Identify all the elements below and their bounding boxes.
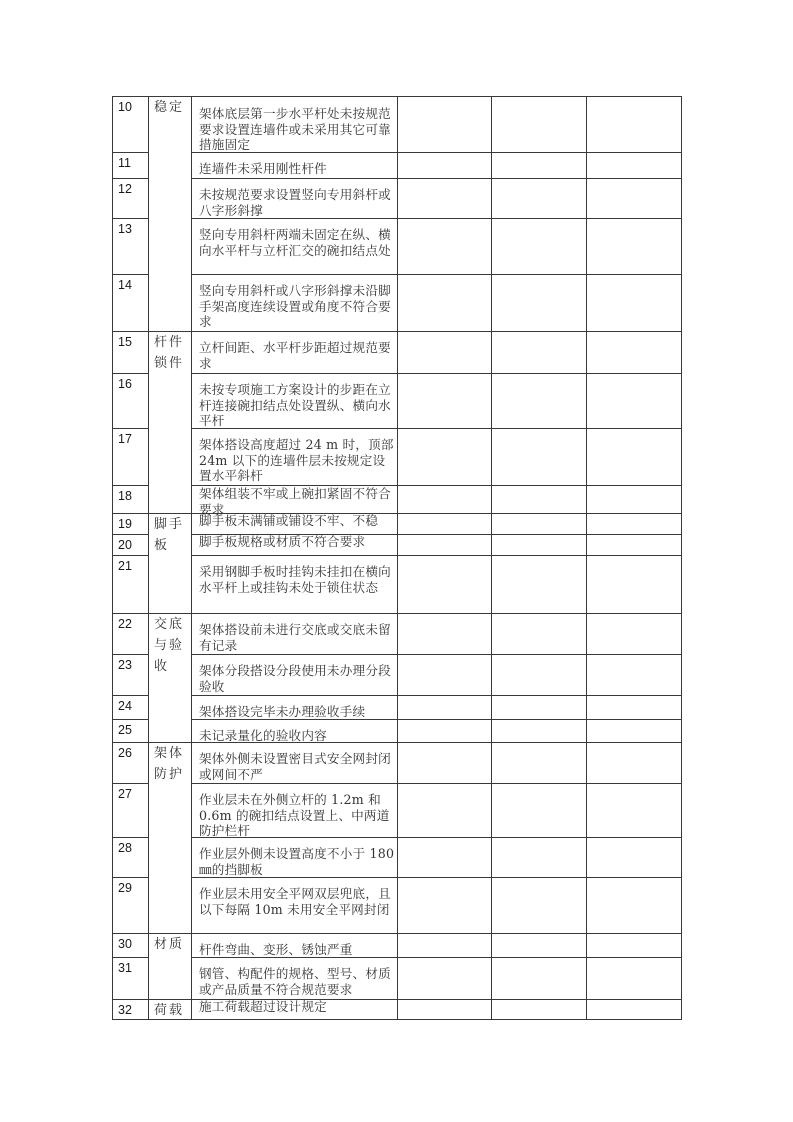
row-border bbox=[112, 513, 682, 514]
score-cell[interactable] bbox=[399, 744, 490, 782]
score-cell[interactable] bbox=[399, 375, 490, 427]
score-cell[interactable] bbox=[588, 839, 680, 876]
row-border-no bbox=[112, 877, 149, 878]
score-cell[interactable] bbox=[399, 154, 490, 177]
row-border-item bbox=[191, 274, 682, 275]
score-cell[interactable] bbox=[493, 697, 585, 718]
category-label bbox=[154, 743, 188, 785]
score-cell[interactable] bbox=[588, 615, 680, 653]
score-cell[interactable] bbox=[399, 959, 490, 998]
check-item-text: 未记录量化的验收内容 bbox=[199, 728, 327, 743]
column-border-4 bbox=[491, 96, 492, 1020]
row-border bbox=[112, 742, 682, 743]
category-label bbox=[154, 934, 188, 955]
row-border-no bbox=[112, 783, 149, 784]
check-item-text: 架体分段搭设分段使用未办理分段验收 bbox=[199, 663, 391, 694]
score-cell[interactable] bbox=[399, 220, 490, 273]
row-border-item bbox=[191, 783, 682, 784]
row-number: 16 bbox=[118, 377, 132, 391]
score-cell[interactable] bbox=[588, 935, 680, 956]
score-cell[interactable] bbox=[399, 879, 490, 932]
score-cell[interactable] bbox=[493, 430, 585, 484]
row-border-item bbox=[191, 178, 682, 179]
score-cell[interactable] bbox=[588, 721, 680, 741]
score-cell[interactable] bbox=[588, 879, 680, 932]
table-top-border bbox=[112, 96, 682, 97]
check-item-text: 架体搭设完毕未办理验收手续 bbox=[199, 704, 366, 719]
row-number: 11 bbox=[118, 156, 131, 170]
category-label bbox=[154, 614, 188, 677]
score-cell[interactable] bbox=[493, 536, 585, 554]
score-cell[interactable] bbox=[399, 536, 490, 554]
score-cell[interactable] bbox=[588, 333, 680, 372]
category-label-line: 与验 bbox=[154, 638, 185, 653]
row-border-no bbox=[112, 218, 149, 219]
row-number: 26 bbox=[118, 746, 132, 760]
row-border-no bbox=[112, 695, 149, 696]
row-number: 32 bbox=[118, 1003, 132, 1017]
row-border-no bbox=[112, 837, 149, 838]
score-cell[interactable] bbox=[493, 487, 585, 512]
score-cell[interactable] bbox=[493, 1001, 585, 1018]
column-border-2 bbox=[191, 96, 192, 1020]
row-number: 28 bbox=[118, 841, 132, 855]
row-border bbox=[112, 331, 682, 332]
score-cell[interactable] bbox=[399, 1001, 490, 1018]
category-label-line: 荷载 bbox=[154, 1003, 185, 1018]
check-item-text: 连墙件未采用刚性杆件 bbox=[199, 161, 327, 176]
score-cell[interactable] bbox=[493, 879, 585, 932]
score-cell[interactable] bbox=[588, 785, 680, 836]
row-border-item bbox=[191, 555, 682, 556]
score-cell[interactable] bbox=[493, 656, 585, 694]
check-item-text: 施工荷载超过设计规定 bbox=[199, 999, 327, 1014]
score-cell[interactable] bbox=[493, 785, 585, 836]
score-cell[interactable] bbox=[493, 333, 585, 372]
score-cell[interactable] bbox=[399, 557, 490, 612]
row-number: 13 bbox=[118, 222, 132, 236]
check-item-text: 架体搭设高度超过 24 m 时，顶部 24m 以下的连墙件层未按规定设置水平斜杆 bbox=[199, 437, 394, 484]
category-label-line: 板 bbox=[154, 538, 170, 553]
score-cell[interactable] bbox=[493, 557, 585, 612]
score-cell[interactable] bbox=[588, 1001, 680, 1018]
score-cell[interactable] bbox=[493, 98, 585, 151]
score-cell[interactable] bbox=[399, 333, 490, 372]
check-item-text: 竖向专用斜杆或八字形斜撑未沿脚手架高度连续设置或角度不符合要求 bbox=[199, 283, 391, 330]
row-border-no bbox=[112, 274, 149, 275]
category-label-line: 杆件 bbox=[154, 335, 185, 350]
category-label-line: 架体 bbox=[154, 746, 185, 761]
column-border-3 bbox=[397, 96, 398, 1020]
row-number: 12 bbox=[118, 182, 132, 196]
score-cell[interactable] bbox=[399, 656, 490, 694]
row-number: 31 bbox=[118, 961, 132, 975]
category-label-line: 防护 bbox=[154, 767, 185, 782]
check-item-text: 未按规范要求设置竖向专用斜杆或八字形斜撑 bbox=[199, 187, 391, 218]
score-cell[interactable] bbox=[493, 615, 585, 653]
score-cell[interactable] bbox=[493, 959, 585, 998]
row-number: 23 bbox=[118, 658, 132, 672]
category-label bbox=[154, 97, 188, 118]
score-cell[interactable] bbox=[588, 656, 680, 694]
check-item-text: 架体搭设前未进行交底或交底未留有记录 bbox=[199, 622, 391, 653]
column-border-1 bbox=[148, 96, 149, 1020]
row-number: 10 bbox=[118, 100, 132, 114]
score-cell[interactable] bbox=[588, 220, 680, 273]
check-item-text: 作业层未在外侧立杆的 1.2m 和 0.6m 的碗扣结点设置上、中两道防护栏杆 bbox=[199, 792, 390, 839]
check-item-text: 脚手板规格或材质不符合要求 bbox=[199, 534, 366, 549]
score-cell[interactable] bbox=[399, 430, 490, 484]
row-border-no bbox=[112, 178, 149, 179]
row-border-no bbox=[112, 719, 149, 720]
score-cell[interactable] bbox=[493, 935, 585, 956]
score-cell[interactable] bbox=[493, 220, 585, 273]
check-item-text: 架体组装不牢或上碗扣紧固不符合要求 bbox=[199, 486, 391, 517]
score-cell[interactable] bbox=[588, 430, 680, 484]
check-item-text: 作业层未用安全平网双层兜底，且以下每隔 10m 未用安全平网封闭 bbox=[199, 886, 391, 917]
score-cell[interactable] bbox=[493, 154, 585, 177]
row-number: 17 bbox=[118, 432, 132, 446]
score-cell[interactable] bbox=[493, 276, 585, 330]
row-number: 27 bbox=[118, 787, 132, 801]
score-cell[interactable] bbox=[399, 515, 490, 533]
score-cell[interactable] bbox=[588, 98, 680, 151]
score-cell[interactable] bbox=[399, 839, 490, 876]
row-border-item bbox=[191, 695, 682, 696]
row-border-no bbox=[112, 485, 149, 486]
check-item-text: 架体底层第一步水平杆处未按规范要求设置连墙件或未采用其它可靠措施固定 bbox=[199, 106, 391, 153]
category-label bbox=[154, 514, 188, 556]
column-border-5 bbox=[586, 96, 587, 1020]
score-cell[interactable] bbox=[493, 721, 585, 741]
score-cell[interactable] bbox=[493, 744, 585, 782]
category-label-line: 锁件 bbox=[154, 356, 185, 371]
row-border-no bbox=[112, 428, 149, 429]
row-border-no bbox=[112, 555, 149, 556]
row-number: 29 bbox=[118, 881, 132, 895]
category-label-line: 脚手 bbox=[154, 517, 185, 532]
row-border-no bbox=[112, 654, 149, 655]
check-item-text: 采用钢脚手板时挂钩未挂扣在横向水平杆上或挂钩未处于锁住状态 bbox=[199, 564, 391, 595]
row-number: 25 bbox=[118, 723, 132, 737]
score-cell[interactable] bbox=[493, 180, 585, 217]
score-cell[interactable] bbox=[399, 721, 490, 741]
score-cell[interactable] bbox=[588, 515, 680, 533]
column-border-0 bbox=[112, 96, 113, 1020]
check-item-text: 杆件弯曲、变形、锈蚀严重 bbox=[199, 942, 353, 957]
score-cell[interactable] bbox=[493, 839, 585, 876]
category-label bbox=[154, 1000, 188, 1021]
score-cell[interactable] bbox=[493, 515, 585, 533]
score-cell[interactable] bbox=[399, 180, 490, 217]
row-border-no bbox=[112, 957, 149, 958]
category-label-line: 交底 bbox=[154, 617, 185, 632]
row-border-item bbox=[191, 373, 682, 374]
row-border-item bbox=[191, 654, 682, 655]
score-cell[interactable] bbox=[588, 154, 680, 177]
row-number: 18 bbox=[118, 489, 132, 503]
row-number: 21 bbox=[118, 559, 132, 573]
check-item-text: 立杆间距、水平杆步距超过规范要求 bbox=[199, 340, 391, 371]
row-number: 19 bbox=[118, 517, 132, 531]
score-cell[interactable] bbox=[399, 785, 490, 836]
check-item-text: 竖向专用斜杆两端未固定在纵、横向水平杆与立杆汇交的碗扣结点处 bbox=[199, 227, 391, 258]
row-border bbox=[112, 933, 682, 934]
row-number: 24 bbox=[118, 699, 132, 713]
score-cell[interactable] bbox=[399, 935, 490, 956]
table-bottom-border bbox=[112, 1019, 682, 1020]
score-cell[interactable] bbox=[588, 557, 680, 612]
score-cell[interactable] bbox=[588, 959, 680, 998]
score-cell[interactable] bbox=[588, 744, 680, 782]
column-border-6 bbox=[681, 96, 682, 1020]
category-label bbox=[154, 332, 188, 374]
check-item-text: 未按专项施工方案设计的步距在立杆连接碗扣结点处设置纵、横向水平杆 bbox=[199, 382, 391, 429]
row-border bbox=[112, 613, 682, 614]
score-cell[interactable] bbox=[399, 98, 490, 151]
row-number: 14 bbox=[118, 278, 132, 292]
score-cell[interactable] bbox=[588, 697, 680, 718]
score-cell[interactable] bbox=[588, 180, 680, 217]
row-number: 15 bbox=[118, 335, 132, 349]
check-item-text: 架体外侧未设置密目式安全网封闭或网间不严 bbox=[199, 751, 391, 782]
row-border bbox=[112, 999, 682, 1000]
score-cell[interactable] bbox=[493, 375, 585, 427]
check-item-text: 作业层外侧未设置高度不小于 180 ㎜的挡脚板 bbox=[199, 846, 395, 877]
category-label-line: 稳定 bbox=[154, 100, 185, 115]
score-cell[interactable] bbox=[399, 276, 490, 330]
row-border-no bbox=[112, 152, 149, 153]
score-cell[interactable] bbox=[399, 615, 490, 653]
score-cell[interactable] bbox=[588, 536, 680, 554]
check-item-text: 脚手板未满铺或铺设不牢、不稳 bbox=[199, 513, 379, 528]
score-cell[interactable] bbox=[588, 375, 680, 427]
score-cell[interactable] bbox=[399, 697, 490, 718]
score-cell[interactable] bbox=[399, 487, 490, 512]
score-cell[interactable] bbox=[588, 487, 680, 512]
row-number: 30 bbox=[118, 937, 132, 951]
row-number: 22 bbox=[118, 617, 132, 631]
row-number: 20 bbox=[118, 538, 132, 552]
score-cell[interactable] bbox=[588, 276, 680, 330]
row-border-no bbox=[112, 373, 149, 374]
row-border-no bbox=[112, 534, 149, 535]
category-label-line: 材质 bbox=[154, 937, 185, 952]
category-label-line: 收 bbox=[154, 659, 170, 674]
check-item-text: 钢管、构配件的规格、型号、材质或产品质量不符合规范要求 bbox=[199, 966, 391, 997]
